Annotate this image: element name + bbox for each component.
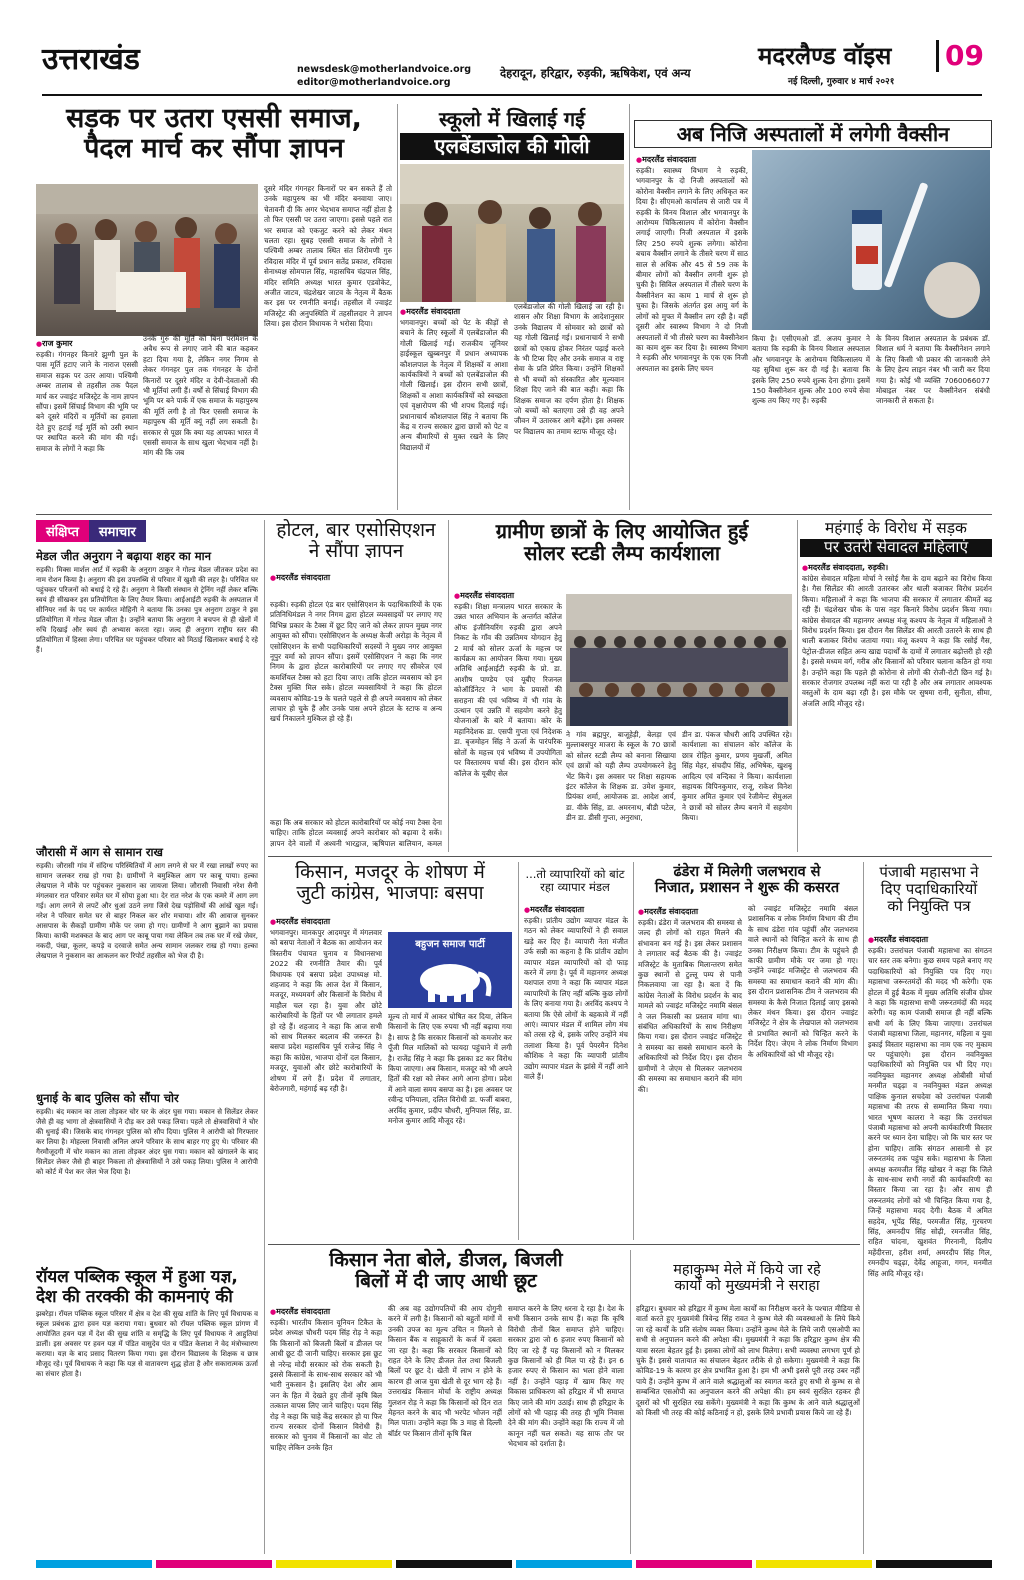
rule	[264, 520, 265, 1554]
story7-col1: भगवानपुर। मानकपुर आदमपुर में मंगलवार को बसपा नेताओं ने बैठक का आयोजन कर त्रिस्तरीय पंचायत चुनाव व विधानसभा 2022 की रणनीति तैयार की। पूर्व विधायक एवं बसपा प्रदेश उपाध्यक्ष मो. शहजाद ने कहा कि आज देश में किसान, मजदूर, मध्यमवर्ग और किसानों के विरोध में माहौल चल रहा है। युवा और छोटे कारोबारियों के हितों पर भी लगातार हमले हो रहे हैं। शहजाद ने कहा कि आज सभी को साथ मिलकर बदलाव की जरूरत है। बसपा प्रदेश महासचिव पूर्व राजेन्द्र सिंह ने कहा कि कांग्रेस, भाजपा दोनों दल किसान, मजदूर, युवाओं और छोटे कारोबारियों के शोषण में लगे हैं। प्रदेश में लगातार, बेरोजगारी, महंगाई बढ़ रही है।	[270, 928, 382, 1094]
brief-3-text: रुड़की। बंद मकान का ताला तोड़कर चोर घर के अंदर घुस गया। मकान से सिलेंडर लेकर जैसे ही वह भागा तो क्षेत्रवासियों ने दौड़ कर उसे पकड़ लिया। पहले तो क्षेत्रवासियों ने चोर की धुनाई की। जिसके बाद गंगनहर पुलिस को सौंप दिया। पुलिस ने आरोपी को गिरफ्तार कर लिया है। मोहल्ला निवासी अनिल अपने परिवार के साथ बाहर गए हुए थे। परिवार की गैरमौजूदगी में चोर मकान का ताला तोड़कर अंदर घुस गया। मकान को खंगालने के बाद सिलेंडर लेकर जैसे ही बाहर निकला तो क्षेत्रवासियों ने उसे पकड़ लिया। पुलिस ने आरोपी को कोर्ट में पेश कर जेल भेज दिया है।	[36, 1108, 258, 1176]
vaccine-photo	[752, 150, 990, 330]
brief-1-title: मेडल जीत अनुराग ने बढ़ाया शहर का मान	[36, 549, 211, 563]
story3-col2: किया है। एसीएमओ डॉ. अजय कुमार ने बताया कि रुड़की के विनय विशाल अस्पताल और भगवानपुर के आरोग्यम चिकित्सालय में यह सुविधा शुरू कर दी गई है। बताया कि इसके लिए 250 रुपये शुल्क देना होगा। इसमें 150 वैक्सीनेशन शुल्क और 100 रुपये सेवा शुल्क तय किए गए हैं। रुड़की	[752, 334, 870, 406]
story11-byline: ● मदरलैंड संवाददाता	[270, 1304, 390, 1320]
story2-col2: एलबेंडाजोल की गोली खिलाई जा रही है। शासन और शिक्षा विभाग के आदेशानुसार उनके विद्यालय में सोमवार को छात्रों को यह गोली खिलाई गई। प्रधानाचार्य ने सभी छात्रों को एकाग्र होकर निरंतर पढ़ाई करने के भी टिप्स दिए और उनके समाज व राष्ट्र सेवा के प्रति प्रेरित किया। उन्होंने शिक्षकों से भी बच्चों को संस्कारित और मूल्यवान शिक्षा दिए जाने की बात कही। कहा कि शिक्षक समाज का दर्पण होता है। शिक्षक जो बच्चों को बताएगा उसे ही वह अपने जीवन में उतारकर आगे बढ़ेंगे। इस अवसर पर विद्यालय का तमाम स्टाफ मौजूद रहे।	[514, 302, 624, 436]
story7-headline: किसान, मजदूर के शोषण में जुटी कांग्रेस, भाजपाः बसपा	[295, 861, 485, 905]
brief-4-title: रॉयल पब्लिक स्कूल में हुआ यज्ञ, देश की तरक्की की कामनाएं की	[36, 1267, 238, 1307]
story9-byline: ● मदरलैंड संवाददाता	[638, 904, 742, 920]
masthead-rule	[42, 94, 982, 96]
story9-col2: को ज्वाइंट मजिस्ट्रेट नमामि बंसल प्रशासनिक व लोक निर्माण विभाग की टीम के साथ ढंडेरा गांव पहुंचीं और जलभराव वाले स्थानों को चिन्हित करने के साथ ही उनका निरीक्षण किया। टीम के पहुंचने ही काफी ग्रामीण मौके पर जमा हो गए। उन्होंने ज्वाइंट मजिस्ट्रेट से जलभराव की समस्या का समाधान कराने की मांग की। इस दौरान प्रशासनिक टीम ने जलभराव की समस्या के कैसे निजात दिलाई जाए इसको लेकर मंथन किया। इस दौरान ज्वाइंट मजिस्ट्रेट ने क्षेत्र के लेखपाल को जलभराव से प्रभावित स्थानों को चिन्हित करने के निर्देश दिए। जेएम ने लोक निर्माण विभाग के अधिकारियों को भी मौजूद रहे।	[748, 904, 858, 1059]
story2-byline: ● मदरलैंड संवाददाता	[400, 304, 624, 320]
story10-headline: पंजाबी महासभा ने दिए पदाधिकारियों को नियुक्ति पत्र	[879, 863, 979, 915]
rule	[268, 1244, 860, 1245]
brief-2-title: जौरासी में आग से सामान राख	[36, 845, 163, 859]
rule	[629, 104, 630, 510]
brief-2	[36, 842, 258, 1088]
brief-4-text: झबरेड़ा। रॉयल पब्लिक स्कूल परिसर में क्षेत्र व देश की सुख शांति के लिए पूर्व विधायक व स्कूल प्रबंधक द्वारा हवन यज्ञ कराया गया। बुधवार को रॉयल पब्लिक स्कूल प्रांगण में आयोजित हवन यज्ञ में देश की सुख शांति व समृद्धि के लिए पूर्व विधायक ने आहुतियां डालीं। इस अवसर पर हवन यज्ञ में पंडित वासुदेव पंत व पंडित केलाश ने वेद मंत्रोच्चारण कराया। यज्ञ के बाद प्रसाद वितरण किया गया। इस दौरान विद्यालय के शिक्षक व छात्र मौजूद रहे। पूर्व विधायक ने कहा कि यज्ञ से वातावरण शुद्ध होता है और सकारात्मक ऊर्जा का संचार होता है।	[36, 1310, 258, 1378]
story9-headline: ढंडेरा में मिलेगी जलभराव से निजात, प्रशासन ने शुरू की कसरत	[654, 864, 840, 897]
story12-col1: हरिद्वार। बुधवार को हरिद्वार में कुम्भ मेला कार्यों का निरीक्षण करने के पश्चात मीडिया से वार्ता करते हुए मुख्यमंत्री त्रिवेन्द्र सिंह रावत ने कुम्भ मेले की व्यवस्थाओं के लिये किये जा रहे कार्यों के प्रति संतोष व्यक्त किया। उन्होंने कुम्भ मेले के लिये जारी एसओपी का सभी से अनुपालन करने की अपेक्षा की। मुख्यमंत्री ने कहा कि हरिद्वार कुम्भ क्षेत्र की यात्रा सरला बेहतर हुई है। इसका लोगों को लाभ मिलेगा। सभी व्यवस्था लगभग पूर्ण हो चुके हैं। इससे यातायात का संचालन बेहतर तरीके से हो सकेगा। मुख्यमंत्री ने कहा कि कोविड-19 के कारण हर क्षेत्र प्रभावित हुआ है। हम भी अभी इससे पूरी तरह उबर नहीं पाये हैं। उन्होंने कुम्भ में आने वाले श्रद्धालुओं का स्वागत करते हुए सभी से कुम्भ स से सम्बन्धित एसओपी का अनुपालन करने की अपेक्षा की। हम स्वयं सुरक्षित रहकर ही दूसरों को भी सुरक्षित रख सकेंगे। मुख्यमंत्री ने कहा कि कुम्भ के आने वाले श्रद्धालुओं को किसी भी तरह की कोई कठिनाई न हो, इसके लिये प्रभावी प्रयास किये जा रहे हैं।	[636, 1304, 860, 1418]
story11-col1: रुड़की। भारतीय किसान यूनियन टिकैत के प्रदेश अध्यक्ष चौधरी पदम सिंह रोड़ ने कहा कि किसानों को बिजली बिलों व डीजल पर आधी छूट दी जानी चाहिए। सरकार इस छूट से नरेन्द्र मोदी सरकार को रोक सकती है। इससे किसानों के साथ-साथ सरकार को भी भारी नुकसान है। इसलिए देश और आम जन के हित में देखते हुए तीनों कृषि बिल तत्काल वापस लिए जाने चाहिए। पदम सिंह रोड़ ने कहा कि चाहे केंद्र सरकार हो या फिर राज्य सरकार दोनों किसान विरोधी हैं। सरकार को चुनाव में किसानों का वोट तो चाहिए लेकिन उनके हित	[270, 1318, 382, 1452]
story5-col3: डीन डा. पंकज चौधरी आदि उपस्थित रहे। कार्यशाला का संचालन कोर कॉलेज के छात्र रोहित कुमार, प्रणय मुखर्जी, अमित सिंह मेहर, संचदीप सिंह, अभिषेक, खुशबू आदित्य एवं वन्दिका ने किया। कार्यशाला सहायक विपिनकुमार, राजू, राकेश विनेश कुमार अमित कुमार एवं रेजीमेन्ट सेमुअल ने छात्रों को सोलर लैम्प बनाने में सहयोग किया।	[682, 730, 792, 823]
rule	[518, 862, 519, 1240]
bsp-banner	[388, 932, 512, 1008]
story1-col3: दूसरे मंदिर गंगनहर किनारों पर बन सकते हैं तो उनके महापुरुष का भी मंदिर बनवाया जाए। चेतावनी दी कि अगर भेदभाव समाप्त नहीं होता है तो फिर एससी पर उतरा जाएगा। इससे पहले रात भर समाज को एकजुट करने को लेकर मंथन चलता रहा। सुबह एससी समाज के लोगों ने पश्चिमी अम्बर तालाब स्थित संत शिरोमणी गुरु रविदास मंदिर में पूर्व प्रधान सतेंद्र प्रकाश, रविदास सेनाध्यक्ष सोमपाल सिंह, महासचिव चंद्रपाल सिंह, मंदिर समिति अध्यक्ष भारत कुमार एडवोकेट, अजीत जाटव, चंद्रशेखर जाटव के नेतृत्व में बैठक कर इस पर रणनीति बनाई। तहसील में ज्वाइंट मजिस्ट्रेट की अनुपस्थिति में तहसीलदार ने ज्ञापन लिया। इस दौरान विधायक ने भरोसा दिया।	[264, 184, 392, 329]
students-tablets-photo	[400, 164, 624, 302]
story5-headline: ग्रामीण छात्रों के लिए आयोजित हुई सोलर स्टडी लैम्प कार्यशाला	[495, 519, 749, 566]
story1-col2: उनके गुरु की मूर्ति को बिना परमिशन के अवैध रूप से लगाए जाने की बात कहकर हटा दिया गया है, लेकिन नगर निगम से लेकर गंगनहर पुल तक गंगनहर के दोनों किनारों पर दूसरे मंदिर व देवी-देवताओं की भी मूर्तियां लगी हैं। वर्षों से सिंचाई विभाग की भूमि पर बने पार्क में एक समाज के महापुरुष की मूर्ति लगी है तो फिर एससी समाज के महापुरुष की मूर्ति क्यूं नहीं लग सकती है। सरकार से पूछा कि क्या यह आपका भारत में एससी समाज के साथ खुला भेदभाव नहीं है। मांग की कि जब	[143, 334, 258, 458]
rule	[633, 862, 634, 1240]
story3-byline: ● मदरलैंड संवाददाता	[636, 152, 756, 168]
story2-col1: भगवानपुर। बच्चों को पेट के कीड़ों से बचाने के लिए स्कूलों में एलबेंडाजोल की गोली खिलाई गई। राजकीय जूनियर हाईस्कूल खुब्बनपुर में प्रधान अध्यापक कौशलपाल के नेतृत्व में शिक्षकों व आशा कार्यकत्रियों ने बच्चों को एलबेंडाजोल की गोली खिलाई। इस दौरान सभी छात्रों, शिक्षकों व आशा कार्यकत्रियों को स्वच्छता एवं वृक्षारोपण की भी शपथ दिलाई गई। प्रधानाचार्य कौशलपाल सिंह ने बताया कि केंद्र व राज्य सरकार द्वारा छात्रों को पेट व अन्य बीमारियों से मुक्त रखने के लिए विद्यालयों में	[400, 318, 508, 452]
story9-col1: रुड़की। ढंडेरा में जलभराव की समस्या से जल्द ही लोगों को राहत मिलने की संभावना बन गई है। इस लेकर प्रशासन ने लगातार कई बैठक की है। ज्वाइंट मजिस्ट्रेट के मुताबिक मिलान्तरण समेत कुछ स्थानों से टुल्लू पम्प से पानी निकलवाया जा रहा है। बता दें कि कांग्रेस नेताओं के विरोध प्रदर्शन के बाद मामले को ज्वाइंट मजिस्ट्रेट नमामि बंसल ने जल निकासी का प्रस्ताव मांगा था। संबंधित अधिकारियों के साथ निरीक्षण किया गया। इस दौरान ज्वाइंट मजिस्ट्रेट ने समस्या का सबसे समाधान करने के अधिकारियों को निर्देश दिए। इस दौरान ग्रामीणों ने जेएम से मिलकर जलभराव की समस्या का समाधान कराने की मांग की।	[638, 918, 742, 1094]
rule	[448, 520, 449, 852]
newspaper-name: मदरलैण्ड वॉइस	[758, 42, 892, 70]
rule	[863, 862, 864, 1554]
story7-col2: मूल्य तो मार्च में आकर घोषित कर दिया, लेकिन किसानों के लिए एक रुपया भी नहीं बढ़ाया गया है। साफ है कि सरकार किसानों को कमजोर कर पूँजी मिल मालिकों को फायदा पहुंचाने में लगी है। राजेंद्र सिंह ने कहा कि इसका डट कर विरोध किया जाएगा। अब किसान, मजदूर को भी अपने हितों की रक्षा को लेकर आगे आना होगा। प्रदेश में आने वाला समय बसपा का है। इस अवसर पर रवीन्द्र पनियाला, दलित विरोधी डा. फर्जी बाबरा, अरविंद कुमार, प्रदीप चौधरी, मुनिपाल सिंह, डा. मनोज कुमार आदि मौजूद रहे।	[388, 1012, 512, 1126]
rule	[268, 856, 992, 857]
story11-col3: समाप्त करने के लिए धरना दे रहा है। देश के सभी किसान उनके साथ हैं। कहा कि कृषि विरोधी तीनों बिल समाप्त होने चाहिए। सरकार द्वारा जो 6 हजार रुपए किसानों को दिए जा रहे हैं यह किसानों को न मिलकर कुछ किसानों को ही मिल पा रहे हैं। इन 6 हजार रुपए से किसान का भला होने वाला नहीं है। उन्होंने पहाड़ में खाम किए गए विकास प्राधिकरण को हरिद्वार में भी समाप्त किए जाने की मांग उठाई। साथ ही हरिद्वार के लोगों को भी पहाड़ की तरह ही भूमि निवास देने की मांग की। उन्होंने कहा कि राज्य में जो कानून नहीं चल सकते। यह साफ तौर पर भेदभाव को दर्शाता है।	[508, 1304, 624, 1449]
rule	[397, 104, 398, 510]
protest-photo	[36, 184, 258, 336]
story8-byline: ● मदरलैंड संवाददाता	[524, 902, 628, 918]
story2-headline: स्कूलो में खिलाई गई एलबेंडाजोल की गोली	[400, 108, 624, 160]
brief-4	[36, 1264, 258, 1554]
story3-col1: रुड़की। स्वास्थ्य विभाग ने रुड़की, भगवानपुर के दो निजी अस्पतालों को कोरोना वैक्सीन लगाने के लिए अधिकृत कर दिया है। सीएमओ कार्यालय से जारी पत्र में रुड़की के विनय विशाल और भगवानपुर के आरोग्यम चिकित्सालय में कोरोना वैक्सीन लगाई जाएगी। निजी अस्पताल में इसके लिए 250 रुपये शुल्क लगेगा। कोरोना बचाव वैक्सीन लगाने के तीसरे चरण में साठ साल से अधिक और 45 से 59 तक के बीमार लोगों को वैक्सीन लगनी शुरू हो चुकी है। सिविल अस्पताल में तीसरे चरण के वैक्सीनेशन का काम 1 मार्च से शुरू हो चुका है। जिसके अंतर्गत इस आयु वर्ग के लोगों को मुफ्त में वैक्सीन लग रही है। वहीं दूसरी ओर स्वास्थ्य विभाग ने दो निजी अस्पतालों में भी तीसरे चरण का वैक्सीनेशन का काम शुरू कर दिया है। स्वास्थ्य विभाग ने रुड़की और भगवानपुर के एक एक निजी अस्पताल का इसके लिए चयन	[636, 166, 748, 373]
story4-col1: रुड़की। रुड़की होटल एंड बार एसोसिएशन के पदाधिकारियों के एक प्रतिनिधिमंडल ने नगर निगम द्वारा होटल व्यवसाइयों पर लगाए गए विभिन्न प्रकार के टैक्स में छूट दिए जाने को लेकर ज्ञापन मुख्य नगर आयुक्त को सौंपा। एसोसिएशन के अध्यक्ष केजी अरोड़ा के नेतृत्व में एसोसिएशन के सभी पदाधिकारियों सदस्यों ने मुख्य नगर आयुक्त नूपुर वर्मा को ज्ञापन सौंपा। इसमें एसोसिएशन ने कहा कि नगर निगम के द्वारा होटल कारोबारियों पर लगाए गए सीवरेज एवं कमर्शियल टैक्स को हटा दिया जाए। ताकि होटल व्यवसाय को इन टैक्स मुक्ति मिल सके। होटल व्यवसायियों ने कहा कि होटल व्यवसाय कोविड-19 के चलते पहले से ही अपने व्यवसाय को लेकर लाचार हो चुके हैं और उनके पास अपने होटल के स्टाफ व अन्य खर्च निकालने मुश्किल हो रहे हैं।	[270, 600, 442, 724]
story5-col2: ने गांव ब्रह्मपुर, बाजूहेड़ी, बेलड़ा एवं मुल्लाबसपुर माजरा के स्कूल के 70 छात्रों को सोलर स्टडी लैम्प को बनाना सिखाया एवं छात्रों को यही लैम्प उपयोगकरने हेतु भेंट किये। इस अवसर पर शिक्षा सहायक इंटर कॉलेज के शिक्षक डा. उमेश कुमार, प्रियंका शर्मा, आयोजक डा. आदेश आर्य, डा. वीके सिंह, डा. अमरनाथ, बीडी पटेल, डीन डा. डीसी गुप्ता, अनुराधा,	[566, 730, 676, 823]
story7-byline: ● मदरलैंड संवाददाता	[270, 914, 410, 930]
email-newsdesk[interactable]: newsdesk@motherlandvoice.org	[297, 64, 472, 75]
story4-headline: होटल, बार एसोसिएशन ने सौंपा ज्ञापन	[276, 519, 436, 563]
story8-headline: ...तो व्यापारियों को बांट रहा व्यापार मंडल	[525, 867, 625, 894]
story10-col1: रुड़की। उत्तरांचल पंजाबी महासभा का संगठन चार स्तर तक बनेगा। कुछ समय पहले बनाए गए पदाधिकारियों को नियुक्ति पत्र दिए गए। महासभा जरूरतमंदों की मदद भी करेगी। एक होटल में हुई बैठक में मुख्य अतिथि संजीव ग्रोवर ने कहा कि महासभा सभी जरूरतमंदों की मदद करेगी। यह काम पंजाबी समाज ही नहीं बल्कि सभी वर्ग के लिए किया जाएगा। उत्तरांचल पंजाबी महासभा जिला, महानगर, महिला व युवा इकाई विस्तार महासभा का नाम एक नए मुकाम पर पहुंचाएंगे। इस दौरान नवनियुक्त पदाधिकारियों को नियुक्ति पत्र भी दिए गए। नवनियुक्त महानगर अध्यक्ष ओबीसी मोर्चा मनमीत चड्ढ़ा व नवनियुक्त मंडल अध्यक्ष पाक्षिक कुनाल सचदेवा को उत्तरांचल पंजाबी महासभा की तरफ से सम्मानित किया गया। भारत भूषण कालरा ने कहा कि उत्तरांचल पंजाबी महासभा को अपनी कार्यकारिणी विस्तार करने पर ध्यान देना चाहिए। जो कि चार स्तर पर होना चाहिए। ताकि संगठन आसानी से हर जरूरतमंद तक पहुंच सके। महासभा के जिला अध्यक्ष करमजीत सिंह खोखर ने कहा कि जिले के साथ-साथ सभी नगरों की कार्यकारिणी का विस्तार किया जा रहा है। और साथ ही जरूरतमंद लोगों को भी चिन्हित किया गया है, जिन्हें महासभा मदद देगी। बैठक में अमित सहदेव, भूपेंद्र सिंह, परमजीत सिंह, गुरचरण सिंह, अमनदीप सिंह सोढ़ी, रमनजीत सिंह, राहित चांदना, खुशवंत गिरनानी, दिलीप महेंदीरत्ता, हरीश शर्मा, अमरदीप सिंह गिल, रमनदीप चड्ढ़ा, देवेंद्र आहूजा, गगन, मनमीत सिंह आदि मौजूद रहे।	[868, 946, 992, 1278]
brief-2-text: रुड़की। जौरासी गांव में संदिग्ध परिस्थितियों में आग लगने से घर में रखा लाखों रुपए का सामान जलकर राख हो गया है। ग्रामीणों ने बमुश्किल आग पर काबू पाया। हल्का लेखपाल ने मौके पर पहुंचकर नुकसान का जायजा लिया। जौरासी निवासी नरेश सैनी मंगलवार रात परिवार समेत घर में सोया हुआ था। देर रात नरेश के एक कमरे में आग लग गई। आग लगने से लपटें और धुआं उठने लगा जिसे देख पड़ोसियों की आंखें खुल गईं। नरेश ने परिवार समेत घर से बाहर निकल कर शोर मचाया। शोर की आवाज सुनकर आसपास के सैकड़ों ग्रामीण मौके पर जमा हो गए। ग्रामीणों ने आग बुझाने का प्रयास किया। काफी मशक्कत के बाद आग पर काबू पाया गया लेकिन तब तक घर में रखे जेवर, नकदी, पंखा, कूलर, कपड़े व दरवाजे समेत अन्य सामान जलकर राख हो गया। हल्का लेखपाल ने नुकसान का आकलन कर रिपोर्ट तहसील को भेज दी है।	[36, 862, 258, 960]
briefs-label-2: समाचार	[89, 520, 146, 542]
story5-col1: रुड़की। शिक्षा मन्त्रालय भारत सरकार के उन्नत भारत अभियान के अन्तर्गत कॉलेज ऑफ इंजीनियरिंग रुड़की द्वारा अपने निकट के गाँव की उन्नतिमय योगदान हेतु 2 मार्च को सोलर ऊर्जा के महत्त्व पर कार्यक्रम का आयोजन किया गया। मुख्य अतिथि आईआईटी रुड़की के प्रो. डा. आशीष पाण्डेय एवं यूबीए रिजनल कोऑर्डिनेटर ने भाग के प्रयासों की सराहना की एवं भविष्य में भी गांव के उत्थान एवं उन्नति में सहयोग करने हेतु योजनाओं के बारे में बताया। कोर के महानिदेशक डा. एसपी गुप्ता एवं निदेशक डा. बृजमोहन सिंह ने ऊर्जा के पारंपरिक स्रोतों के महत्त्व एवं भविष्य में उपयोगिता पर विस्तारमय चर्चा की। इस दौरान कोर कॉलेज के यूबीए सेल	[454, 602, 562, 778]
story4-byline: ● मदरलैंड संवाददाता	[270, 570, 442, 586]
bsp-banner-text: बहुजन समाज पार्टी	[415, 939, 485, 950]
rule	[630, 1250, 631, 1554]
dateline: नई दिल्ली, गुरुवार ४ मार्च २०२१	[788, 77, 895, 87]
brief-3	[36, 1088, 258, 1264]
story1-col1: रुड़की। गंगनहर किनारे झुग्गी पुल के पास मूर्ति हटाए जाने के नाराज एससी समाज सड़क पर उतर आया। पश्चिमी अम्बर तालाब से तहसील तक पैदल मार्च कर ज्वाइंट मजिस्ट्रेट के नाम ज्ञापन सौंपा। इसमें सिंचाई विभाग की भूमि पर बने दूसरे मंदिरों व मूर्तियों का हवाला देते हुए हटाई गई मूर्ति को उसी स्थान पर स्थापित करने की मांग की गई। समाज के लोगों ने कहा कि	[36, 350, 138, 453]
story4-col2: कहा कि अब सरकार को होटल कारोबारियों पर कोई नया टैक्स देना चाहिए। ताकि होटल व्यवसाई अपने कारोबार को बढ़ावा दे सकें। ज्ञापन देने वालों में अश्वनी भारद्वाज, ऋषिपाल बालियान, कमल	[270, 818, 442, 848]
story6-col1: कांग्रेस सेवादल महिला मोर्चा ने रसोई गैस के दाम बढ़ाने का विरोध किया है। गैस सिलेंडर की आरती उतारकर और थाली बजाकर विरोध प्रदर्शन किया। महिलाओं ने कहा कि भाजपा की सरकार में लगातार कीमतें बढ़ रही हैं। चंद्रशेखर चौक के पास नहर किनारे विरोध प्रदर्शन किया गया। कांग्रेस सेवादल की महानगर अध्यक्ष मंजू कश्यप के नेतृत्व में महिलाओं ने विरोध प्रदर्शन किया। इस दौरान गैस सिलेंडर की आरती उतारने के साथ ही थाली बजाकर विरोध जताया गया। मंजू कश्यप ने कहा कि रसोई गैस, पेट्रोल-डीजल सहित अन्य खाद्य पदार्थों के दामों में लगातार बढ़ोत्तरी हो रही है। इससे मध्यम वर्ग, गरीब और किसानों को परिवार चलाना कठिन हो गया है। उन्होंने कहा कि पहले ही कोरोना से लोगों की रोजी-रोटी छिन गई है। सरकार रोजगार उपलब्ध नहीं करा पा रही है और अब लगातार आवश्यक वस्तुओं के दाम बढ़ा रही है। इस मौके पर सुषमा रानी, सुनीता, सीमा, अंजलि आदि मौजूद रहे।	[802, 574, 992, 708]
color-registration-bar	[36, 1560, 992, 1568]
page-number: 09	[936, 40, 984, 72]
story6-headline: महंगाई के विरोध में सड़क पर उतरी सेवादल महिलाएं	[800, 520, 992, 557]
rule	[36, 514, 992, 515]
email-editor[interactable]: editor@motherlandvoice.org	[297, 77, 451, 88]
story3-headline: अब निजि अस्पतालों में लगेगी वैक्सीन	[634, 120, 992, 148]
brief-3-title: धुनाई के बाद पुलिस को सौंपा चोर	[36, 1091, 179, 1105]
story11-headline: किसान नेता बोले, डीजल, बिजली बिलों में दी जाए आधी छूट	[329, 1249, 563, 1293]
brief-1	[36, 546, 258, 842]
story1-headline: सड़क पर उतरा एससी समाज, पैदल मार्च कर सौंपा ज्ञापन	[66, 103, 362, 165]
story12-headline: महाकुम्भ मेले में किये जा रहे कार्यों को मुख्यमंत्री ने सराहा	[673, 1262, 821, 1295]
brief-1-text: रुड़की। मिक्स मार्शल आर्ट में रुड़की के अनुराग ठाकुर ने गोल्ड मेडल जीतकर प्रदेश का नाम रोशन किया है। अनुराग की इस उपलब्धि से परिवार में खुशी की लहर है। परिचित घर पहुंचकर परिजनों को बधाई दे रहे हैं। अनुराग ने किसी संस्थान से ट्रेनिंग नहीं लेकर बल्कि स्वयं ही सीखकर इस प्रतियोगिता के लिए तैयार किया। आईआईटी रुड़की के अस्पताल में सीनियर नर्स के पद पर कार्यरत मोहिनी ने बताया कि उनका पुत्र अनुराग ठाकुर ने इस प्रतियोगिता में गोल्ड मेडल जीता है। उन्होंने बताया कि अनुराग ने बचपन से ही खेलों में रुचि दिखाई और स्वयं ही अभ्यास करता रहा। जल्द ही अनुराग राष्ट्रीय स्तर की प्रतियोगिता में हिस्सा लेगा। परिचित घर पहुंचकर परिवार को मिठाई खिलाकर बधाई दे रहे हैं।	[36, 566, 258, 654]
masthead	[0, 0, 1024, 96]
cities-line: देहरादून, हरिद्वार, रुड़की, ऋषिकेश, एवं अन्य	[500, 66, 691, 80]
rule	[797, 520, 798, 852]
story1-byline: ● राज कुमार	[36, 336, 258, 352]
story10-byline: ● मदरलैंड संवाददाता	[868, 932, 992, 948]
section-title: उत्तराखंड	[42, 42, 140, 77]
workshop-group-photo	[566, 594, 792, 726]
elephant-icon	[388, 950, 512, 1006]
story5-byline: ● मदरलैंड संवाददाता	[454, 588, 614, 604]
briefs-label-1: संक्षिप्त	[36, 520, 89, 542]
story6-byline: ● मदरलैंड संवाददाता, रुड़की।	[802, 560, 992, 576]
story8-col1: रुड़की। प्रांतीय उद्योग व्यापार मंडल के गठन को लेकर व्यापारियों ने ही सवाल खड़े कर दिए हैं। व्यापारी नेता मंजीत उर्फ सन्नी का कहना है कि प्रांतीय उद्योग व्यापार मंडल व्यापारियों को दो फाड़ करने में लगा है। पूर्व में महानगर अध्यक्ष यशपाल राणा ने कहा कि व्यापार मंडल व्यापारियों के लिए नहीं बल्कि कुछ लोगों के लिए बनाया गया है। अरविंद कश्यप ने बताया कि ऐसे लोगों के बहकावे में नहीं आएं। व्यापार मंडल में शामिल लोग मंच को तरस रहे थे, इसके जरिए उन्होंने मंच तलाशा किया है। पूर्व पेयरमैन दिनेश कौशिक ने कहा कि व्यापारी प्रांतीय उद्योग व्यापार मंडल के झांसे में नहीं आने वाले हैं।	[524, 916, 628, 1082]
briefs-label	[36, 520, 248, 542]
story3-col3: के विनय विशाल अस्पताल के प्रबंधक डॉ. विशाल धर्म ने बताया कि वैक्सीनेशन लगाने के लिए किसी भी प्रकार की जानकारी लेने के लिए हेल्प लाइन नंबर भी जारी कर दिया गया है। कोई भी व्यक्ति 7060066077 मोबाइल नंबर पर वैक्सीनेशन संबंधी जानकारी ले सकता है।	[876, 334, 990, 406]
story11-col2: की अब वह उद्योगपतियों की आय दोगुनी करने में लगी है। किसानों को बहुतों मांगों में उनकी उपज का मूल्य उचित न मिलने से किसान बैंक व साहूकारों के कर्ज में दबता जा रहा है। कहा कि सरकार किसानों को राहत देने के लिए डीजल तेल तथा बिजली बिलों पर छूट दे। खेती में लाभ न होने के कारण ही आज युवा खेती से दूर भाग रहे हैं। उत्तराखंड किसान मोर्चा के राष्ट्रीय अध्यक्ष गुलशन रोड़ ने कहा कि किसानों को दिन रात मेहनत करने के बाद भी भरपेट भोजन नहीं मिल पाता। उन्होंने कहा कि 3 माह से दिल्ली बॉर्डर पर किसान तीनों कृषि बिल	[388, 1304, 502, 1438]
